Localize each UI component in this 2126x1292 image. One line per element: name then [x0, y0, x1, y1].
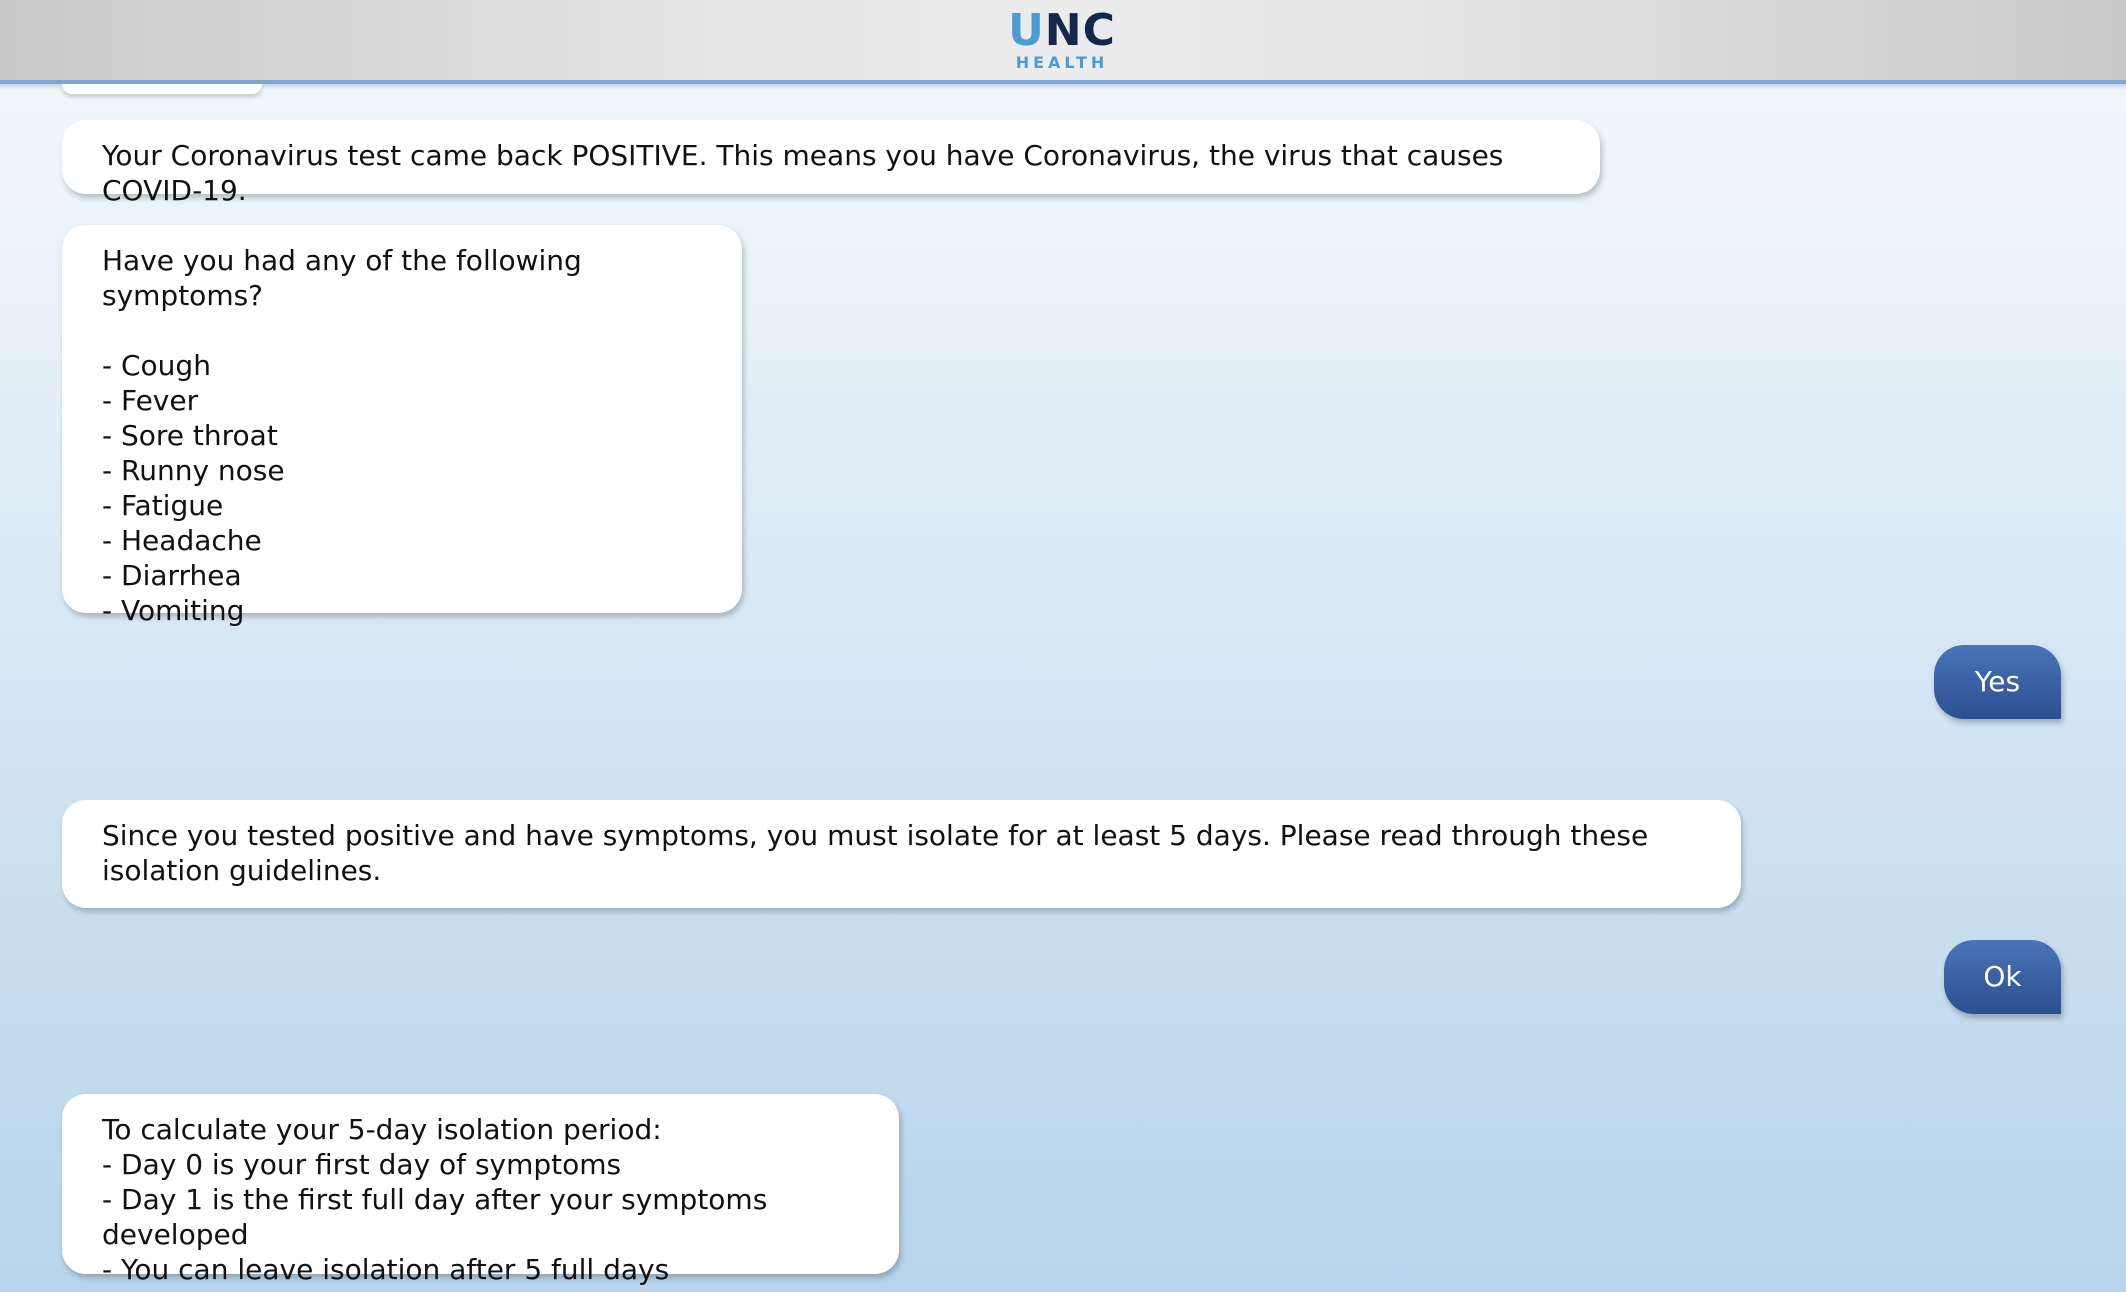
reply-yes-button[interactable]: Yes [1934, 645, 2061, 719]
bot-message-positive-result: Your Coronavirus test came back POSITIVE. This means you have Coronavirus, the virus that causes COVID-19. [62, 120, 1600, 194]
logo-letters-nc: NC [1044, 5, 1116, 56]
bot-message-isolation-guidelines: Since you tested positive and have symptoms, you must isolate for at least 5 days. Please read through these isolation guidelines. [62, 800, 1741, 908]
reply-ok-button[interactable]: Ok [1944, 940, 2061, 1014]
app-header [0, 0, 2126, 84]
logo-subtitle: HEALTH [1015, 53, 1109, 72]
bot-message-symptoms-question: Have you had any of the following symptoms? - Cough - Fever - Sore throat - Runny nose - Fatigue - Headache - Diarrhea - Vomiting [62, 225, 742, 613]
logo-wordmark [1004, 5, 1120, 56]
bot-message-isolation-calculation: To calculate your 5-day isolation period: - Day 0 is your first day of symptoms - Day 1 is the first full day after your symptoms developed - You can leave isolation after 5 full days [62, 1094, 899, 1274]
previous-message-edge [62, 84, 262, 94]
header-divider [0, 84, 2126, 90]
unc-health-logo [1004, 5, 1120, 78]
logo-letter-u: U [1008, 5, 1045, 56]
